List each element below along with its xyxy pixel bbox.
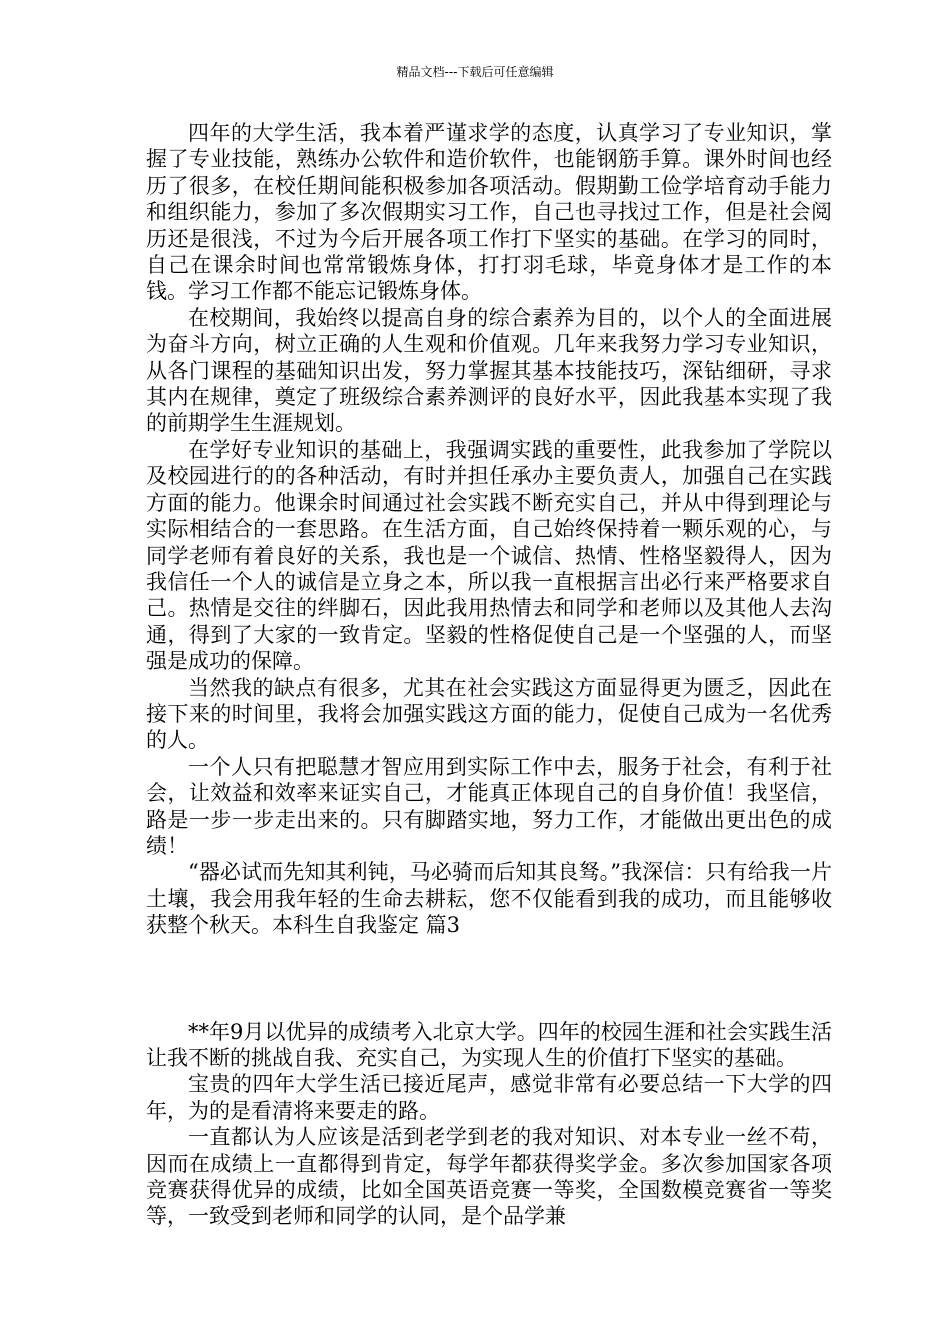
paragraph: 一个人只有把聪慧才智应用到实际工作中去，服务于社会，有利于社会，让效益和效率来证实自己，才能真正体现自己的自身价值！我坚信，路是一步一步走出来的。只有脚踏实地，努力工作，才能做出更出色的成绩！ [146, 754, 832, 858]
section-gap [146, 939, 832, 1019]
document-body [146, 120, 832, 1230]
page-header: 精品文档---下载后可任意编辑 [396, 65, 554, 79]
paragraph: 四年的大学生活，我本着严谨求学的态度，认真学习了专业知识，掌握了专业技能，熟练办公软件和造价软件，也能钢筋手算。课外时间也经历了很多，在校任期间能积极参加各项活动。假期勤工俭学培育动手能力和组织能力，参加了多次假期实习工作，自己也寻找过工作，但是社会阅历还是很浅，不过为今后开展各项工作打下坚实的基础。在学习的同时，自己在课余时间也常常锻炼身体，打打羽毛球，毕竟身体才是工作的本钱。学习工作都不能忘记锻炼身体。 [146, 121, 832, 304]
paragraph: “器必试而先知其利钝，马必骑而后知其良驽。”我深信：只有给我一片土壤，我会用我年轻的生命去耕耘，您不仅能看到我的成功，而且能够收获整个秋天。本科生自我鉴定 篇3 [146, 860, 832, 938]
paragraph: 在学好专业知识的基础上，我强调实践的重要性，此我参加了学院以及校园进行的的各种活动，有时并担任承办主要负责人，加强自己在实践方面的能力。他课余时间通过社会实践不断充实自己，并从中得到理论与实际相结合的一套思路。在生活方面，自己始终保持着一颗乐观的心，与同学老师有着良好的关系，我也是一个诚信、热情、性格坚毅得人，因为我信任一个人的诚信是立身之本，所以我一直根据言出必行来严格要求自己。热情是交往的绊脚石，因此我用热情去和同学和老师以及其他人去沟通，得到了大家的一致肯定。坚毅的性格促使自己是一个坚强的人，而坚强是成功的保障。 [146, 437, 832, 674]
paragraph: 一直都认为人应该是活到老学到老的我对知识、对本专业一丝不苟，因而在成绩上一直都得到肯定，每学年都获得奖学金。多次参加国家各项竞赛获得优异的成绩，比如全国英语竞赛一等奖，全国数模竞赛省一等奖等，一致受到老师和同学的认同，是个品学兼 [146, 1125, 832, 1229]
paragraph: 当然我的缺点有很多，尤其在社会实践这方面显得更为匮乏，因此在接下来的时间里，我将会加强实践这方面的能力，促使自己成为一名优秀的人。 [146, 675, 832, 753]
paragraph: **年9月以优异的成绩考入北京大学。四年的校园生涯和社会实践生活让我不断的挑战自我、充实自己，为实现人生的价值打下坚实的基础。 [146, 1019, 832, 1070]
paragraph: 在校期间，我始终以提高自身的综合素养为目的，以个人的全面进展为奋斗方向，树立正确的人生观和价值观。几年来我努力学习专业知识，从各门课程的基础知识出发，努力掌握其基本技能技巧，深钻细研，寻求其内在规律，奠定了班级综合素养测评的良好水平，因此我基本实现了我的前期学生生涯规划。 [146, 305, 832, 436]
paragraph: 宝贵的四年大学生活已接近尾声，感觉非常有必要总结一下大学的四年，为的是看清将来要走的路。 [146, 1072, 832, 1123]
